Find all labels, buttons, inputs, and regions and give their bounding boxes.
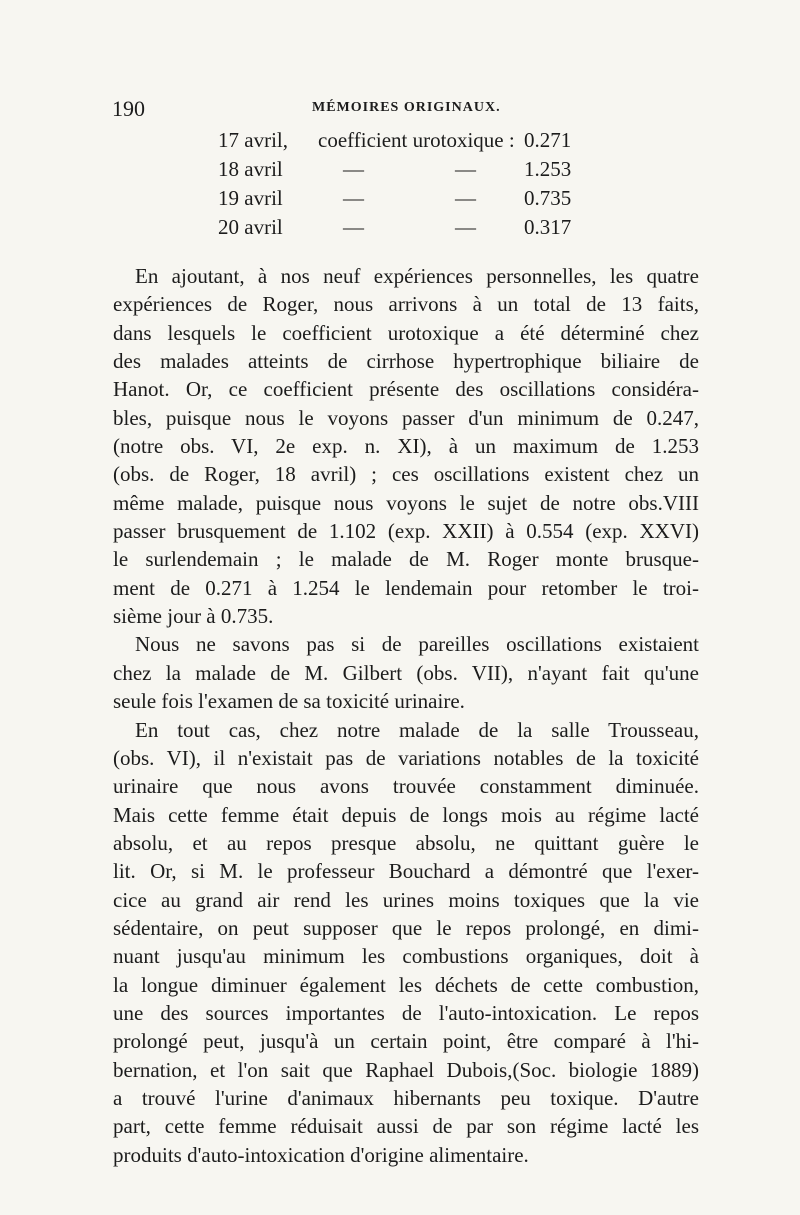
body-text	[113, 262, 699, 1169]
table-row	[218, 157, 598, 186]
table-row	[218, 186, 598, 215]
text-line: part, cette femme réduisait aussi de par son régime lacté les	[113, 1114, 699, 1139]
text-line: Nous ne savons pas si de pareilles oscillations existaient	[135, 632, 699, 657]
text-line: produits d'auto-intoxication d'origine alimentaire.	[113, 1142, 529, 1167]
text-line: absolu, et au repos presque absolu, ne quittant guère le	[113, 830, 699, 855]
page-header	[112, 96, 692, 122]
paragraph	[113, 630, 699, 715]
table-row	[218, 128, 598, 157]
text-line: ment de 0.271 à 1.254 le lendemain pour retomber le troi-	[113, 575, 699, 600]
text-line: En tout cas, chez notre malade de la salle Trousseau,	[135, 717, 699, 742]
table-ditto-mark: —	[455, 215, 476, 239]
table-value: 1.253	[524, 157, 572, 181]
text-line: bernation, et l'on sait que Raphael Dubois,(Soc. biologie 1889)	[113, 1057, 699, 1082]
text-line: une des sources importantes de l'auto-intoxication. Le repos	[113, 1000, 699, 1025]
text-line: (obs. de Roger, 18 avril) ; ces oscillations existent chez un	[113, 462, 699, 487]
table-date: 20 avril	[218, 215, 283, 239]
paragraph	[113, 262, 699, 630]
text-line: dans lesquels le coefficient urotoxique a été déterminé chez	[113, 320, 699, 345]
text-line: sième jour à 0.735.	[113, 604, 274, 629]
table-value: 0.735	[524, 186, 572, 210]
text-line: a trouvé l'urine d'animaux hibernants peu toxique. D'autre	[113, 1085, 699, 1110]
text-line: le surlendemain ; le malade de M. Roger monte brusque-	[113, 547, 699, 572]
text-line: cice au grand air rend les urines moins toxiques que la vie	[113, 887, 699, 912]
paragraph	[113, 716, 699, 1170]
text-line: nuant jusqu'au minimum les combustions organiques, doit à	[113, 944, 699, 969]
urotoxic-coefficient-table	[218, 128, 598, 244]
table-date: 19 avril	[218, 186, 283, 210]
table-value: 0.317	[524, 215, 572, 239]
text-line: la longue diminuer également les déchets de cette combustion,	[113, 972, 699, 997]
text-line: des malades atteints de cirrhose hypertrophique biliaire de	[113, 349, 699, 374]
table-date: 17 avril,	[218, 128, 288, 152]
table-ditto-mark: —	[343, 186, 364, 210]
text-line: seule fois l'examen de sa toxicité urinaire.	[113, 689, 465, 714]
table-row	[218, 215, 598, 244]
table-date: 18 avril	[218, 157, 283, 181]
text-line: lit. Or, si M. le professeur Bouchard a démontré que l'exer-	[113, 859, 699, 884]
running-title: MÉMOIRES ORIGINAUX.	[312, 100, 501, 115]
text-line: urinaire que nous avons trouvée constamment diminuée.	[113, 774, 699, 799]
text-line: bles, puisque nous le voyons passer d'un minimum de 0.247,	[113, 405, 699, 430]
text-line: (notre obs. VI, 2e exp. n. XI), à un maximum de 1.253	[113, 434, 699, 459]
text-line: En ajoutant, à nos neuf expériences personnelles, les quatre	[135, 264, 699, 288]
text-line: même malade, puisque nous voyons le sujet de notre obs.VIII	[113, 490, 699, 515]
table-ditto-mark: —	[343, 215, 364, 239]
text-line: Hanot. Or, ce coefficient présente des oscillations considéra-	[113, 377, 699, 402]
text-line: passer brusquement de 1.102 (exp. XXII) à 0.554 (exp. XXVI)	[113, 519, 699, 544]
table-ditto-mark: —	[455, 186, 476, 210]
table-ditto-mark: —	[455, 157, 476, 181]
table-ditto-mark: —	[343, 157, 364, 181]
text-line: sédentaire, on peut supposer que le repos prolongé, en dimi-	[113, 915, 699, 940]
text-line: Mais cette femme était depuis de longs mois au régime lacté	[113, 802, 699, 827]
table-value: 0.271	[524, 128, 572, 152]
page-number: 190	[112, 96, 145, 121]
table-label: coefficient urotoxique :	[318, 128, 515, 152]
text-line: (obs. VI), il n'existait pas de variations notables de la toxicité	[113, 745, 699, 770]
text-line: chez la malade de M. Gilbert (obs. VII), n'ayant fait qu'une	[113, 660, 699, 685]
text-line: expériences de Roger, nous arrivons à un total de 13 faits,	[113, 292, 699, 317]
text-line: prolongé peut, jusqu'à un certain point, être comparé à l'hi-	[113, 1029, 699, 1054]
